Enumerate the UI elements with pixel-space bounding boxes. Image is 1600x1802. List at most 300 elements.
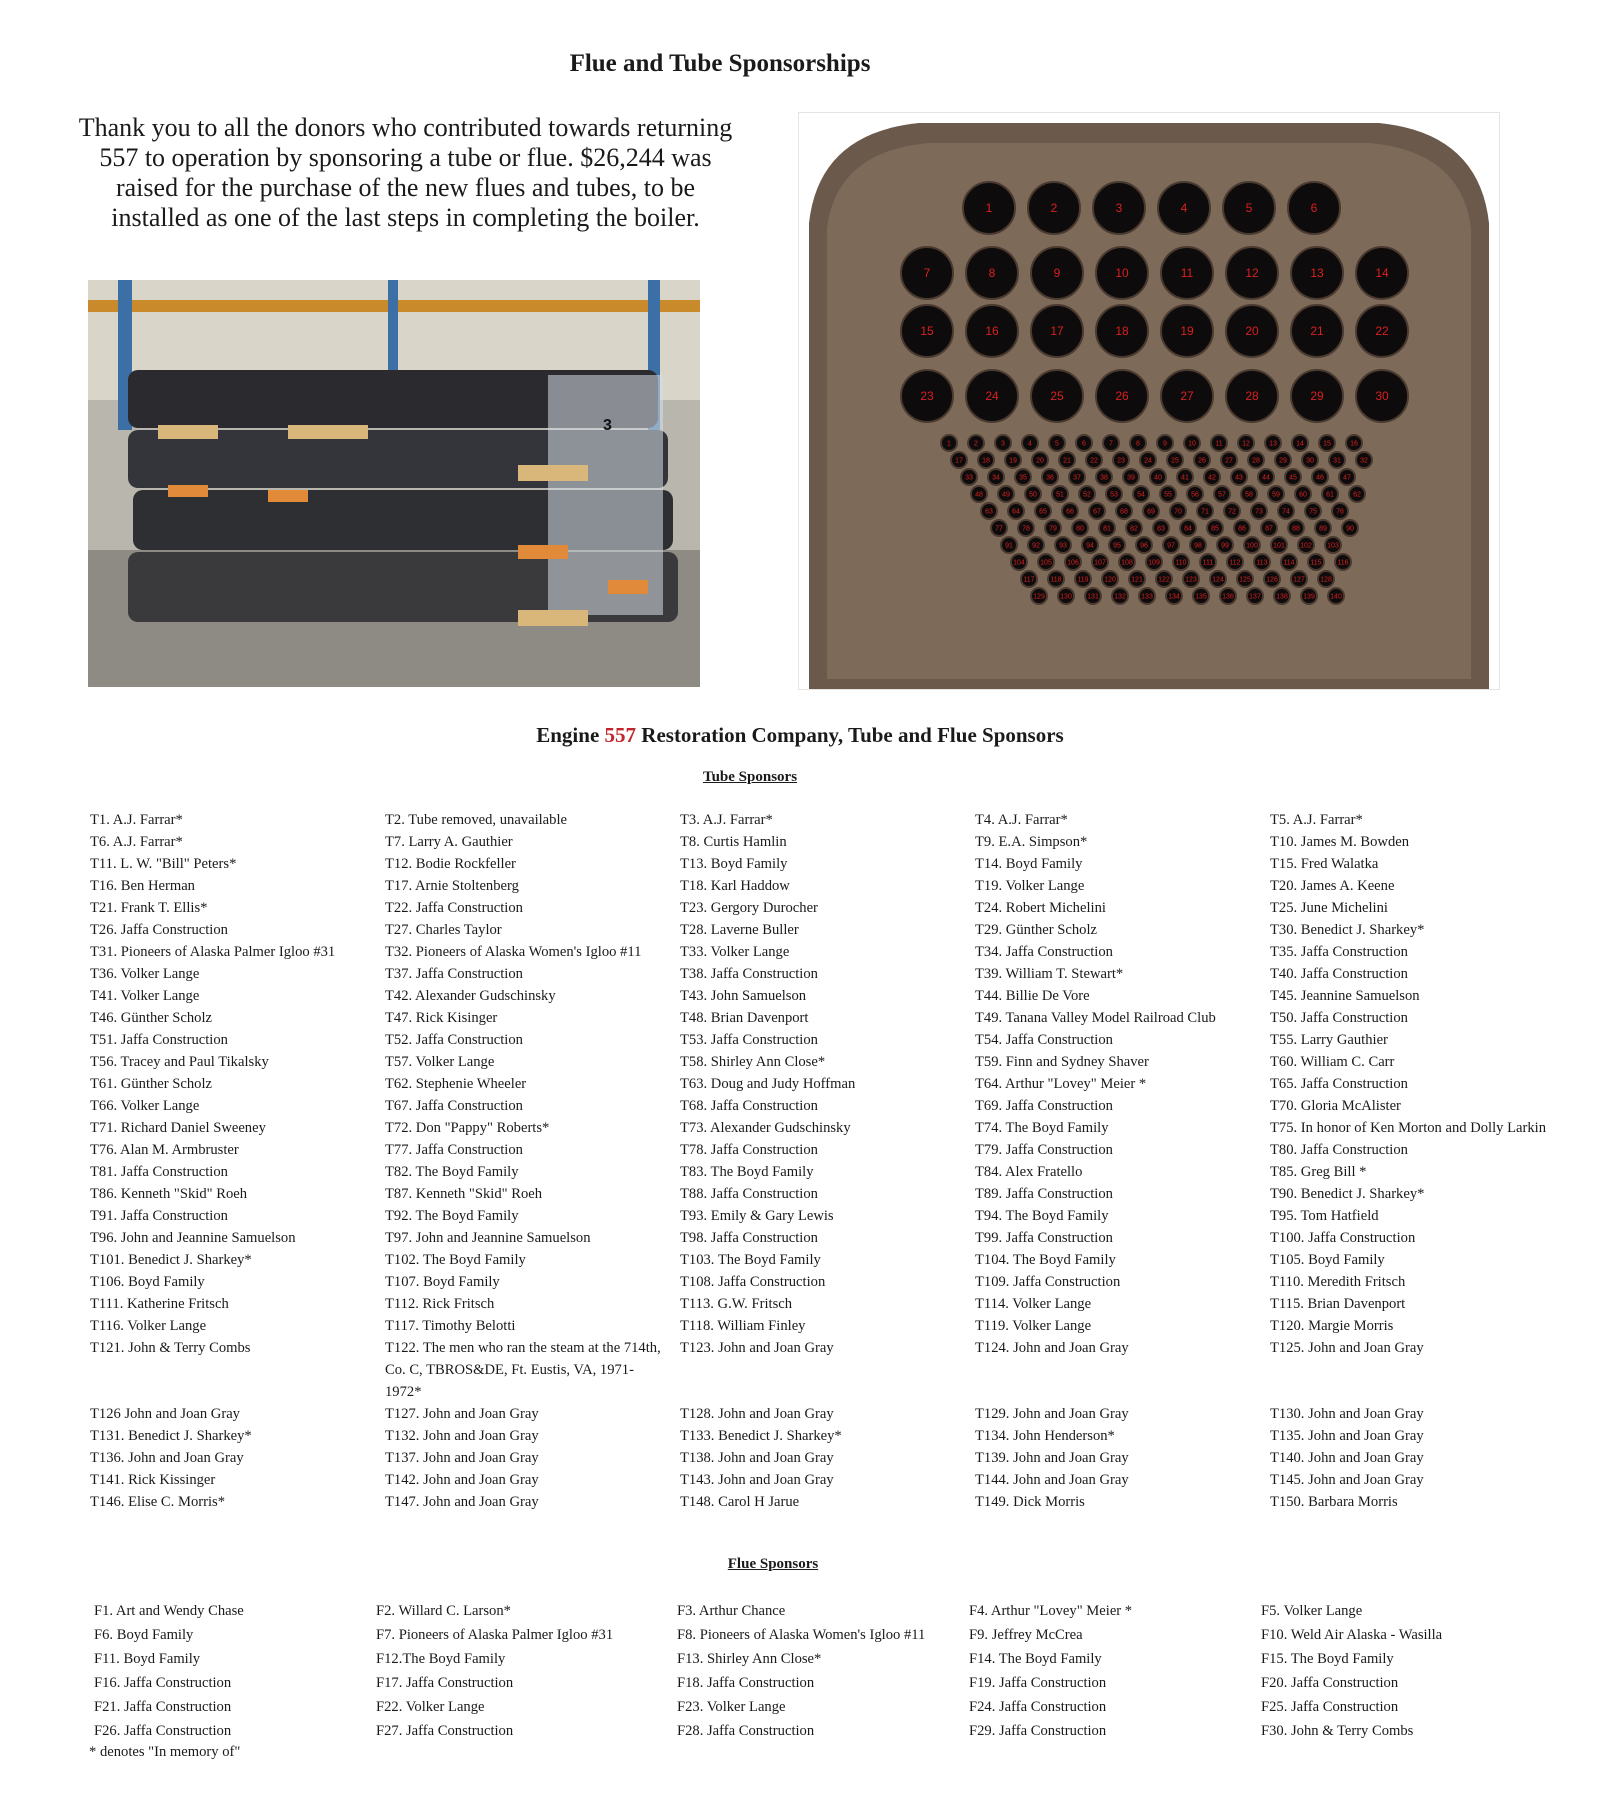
svg-text:20: 20: [1245, 324, 1259, 339]
tube-sponsor-entry: T75. In honor of Ken Morton and Dolly Larkin: [1270, 1120, 1547, 1136]
svg-text:6: 6: [1082, 440, 1086, 448]
svg-text:102: 102: [1300, 542, 1312, 550]
section-suffix: Restoration Company, Tube and Flue Sponsors: [636, 723, 1064, 747]
tube-sponsor-entry: T28. Laverne Buller: [680, 922, 799, 938]
svg-text:109: 109: [1148, 559, 1160, 567]
tube-sponsor-entry: T108. Jaffa Construction: [680, 1274, 826, 1290]
svg-text:25: 25: [1050, 389, 1064, 404]
tube-sponsor-entry: T121. John & Terry Combs: [90, 1340, 251, 1356]
svg-text:55: 55: [1164, 491, 1172, 499]
svg-text:134: 134: [1168, 593, 1180, 601]
tube-sponsor-entry: T104. The Boyd Family: [975, 1252, 1116, 1268]
svg-text:1: 1: [947, 440, 951, 448]
svg-text:10: 10: [1188, 440, 1196, 448]
tube-sponsor-entry: T5. A.J. Farrar*: [1270, 812, 1363, 828]
svg-text:2: 2: [1050, 201, 1058, 216]
tube-sponsor-entry: T148. Carol H Jarue: [680, 1494, 800, 1510]
svg-text:100: 100: [1246, 542, 1258, 550]
svg-text:73: 73: [1255, 508, 1263, 516]
svg-text:4: 4: [1028, 440, 1032, 448]
svg-text:19: 19: [1180, 324, 1194, 339]
svg-text:16: 16: [1350, 440, 1358, 448]
svg-text:87: 87: [1265, 525, 1273, 533]
tube-sponsor-entry: T107. Boyd Family: [385, 1274, 500, 1290]
tube-sponsor-entry: T87. Kenneth "Skid" Roeh: [385, 1186, 543, 1202]
svg-text:60: 60: [1299, 491, 1307, 499]
intro-text: Thank you to all the donors who contributed towards returning 557 to operation by sponsoring a tube or flue. $26,244 was raised for the purchase of the new flues and tubes, to be installed as one of the last steps in completing the boiler.: [78, 113, 733, 232]
svg-text:125: 125: [1239, 576, 1251, 584]
tube-sponsor-entry: T132. John and Joan Gray: [385, 1428, 539, 1444]
tube-sponsor-entry: T73. Alexander Gudschinsky: [680, 1120, 851, 1136]
svg-text:53: 53: [1110, 491, 1118, 499]
svg-text:120: 120: [1104, 576, 1116, 584]
svg-text:64: 64: [1012, 508, 1020, 516]
tube-sponsor-entry: T118. William Finley: [680, 1318, 806, 1334]
tube-sponsor-entry: T80. Jaffa Construction: [1270, 1142, 1408, 1158]
svg-text:115: 115: [1310, 559, 1322, 567]
tube-sponsor-entry: T78. Jaffa Construction: [680, 1142, 818, 1158]
flue-sponsor-entry: F5. Volker Lange: [1261, 1603, 1363, 1619]
tube-sponsor-entry: T110. Meredith Fritsch: [1270, 1274, 1406, 1290]
flue-sponsor-entry: F17. Jaffa Construction: [376, 1675, 514, 1691]
tube-sponsor-entry: T23. Gergory Durocher: [680, 900, 818, 916]
flue-sponsor-entry: F9. Jeffrey McCrea: [969, 1627, 1083, 1643]
tube-sponsor-entry: T50. Jaffa Construction: [1270, 1010, 1408, 1026]
svg-text:95: 95: [1113, 542, 1121, 550]
svg-text:5: 5: [1245, 201, 1253, 216]
tube-sponsor-entry: T113. G.W. Fritsch: [680, 1296, 793, 1312]
tube-sponsor-entry: T119. Volker Lange: [975, 1318, 1092, 1334]
tube-sponsor-entry: T147. John and Joan Gray: [385, 1494, 539, 1510]
tube-sponsor-entry: T38. Jaffa Construction: [680, 966, 818, 982]
svg-text:45: 45: [1289, 474, 1297, 482]
tube-sponsor-entry: T122. The men who ran the steam at the 714th, Co. C, TBROS&DE, Ft. Eustis, VA, 1971-1972*: [385, 1340, 661, 1400]
svg-text:119: 119: [1077, 576, 1089, 584]
tube-sponsor-entry: T111. Katherine Fritsch: [90, 1296, 229, 1312]
svg-text:58: 58: [1245, 491, 1253, 499]
svg-text:3: 3: [1115, 201, 1123, 216]
tube-sponsor-entry: T106. Boyd Family: [90, 1274, 205, 1290]
tube-sponsor-entry: T130. John and Joan Gray: [1270, 1406, 1424, 1422]
tube-sponsor-entry: T145. John and Joan Gray: [1270, 1472, 1424, 1488]
tube-sponsor-entry: T94. The Boyd Family: [975, 1208, 1109, 1224]
flue-sponsor-entry: F30. John & Terry Combs: [1261, 1723, 1414, 1739]
svg-text:4: 4: [1180, 201, 1188, 216]
svg-text:17: 17: [955, 457, 963, 465]
svg-text:129: 129: [1033, 593, 1045, 601]
svg-text:117: 117: [1023, 576, 1035, 584]
tube-sponsor-entry: T88. Jaffa Construction: [680, 1186, 818, 1202]
svg-text:137: 137: [1249, 593, 1261, 601]
svg-text:114: 114: [1283, 559, 1295, 567]
svg-text:138: 138: [1276, 593, 1288, 601]
svg-text:98: 98: [1194, 542, 1202, 550]
svg-text:92: 92: [1032, 542, 1040, 550]
svg-text:3: 3: [1001, 440, 1005, 448]
flue-sponsor-entry: F14. The Boyd Family: [969, 1651, 1102, 1667]
flue-sponsor-entry: F23. Volker Lange: [677, 1699, 786, 1715]
tube-sponsor-entry: T68. Jaffa Construction: [680, 1098, 818, 1114]
svg-text:13: 13: [1269, 440, 1277, 448]
svg-text:11: 11: [1180, 266, 1194, 281]
tube-sponsor-entry: T76. Alan M. Armbruster: [90, 1142, 239, 1158]
tube-sponsor-entry: T4. A.J. Farrar*: [975, 812, 1068, 828]
tube-sponsor-entry: T15. Fred Walatka: [1270, 856, 1379, 872]
tube-sponsor-entry: T41. Volker Lange: [90, 988, 200, 1004]
tube-sponsor-entry: T62. Stephenie Wheeler: [385, 1076, 527, 1092]
svg-text:99: 99: [1221, 542, 1229, 550]
svg-text:112: 112: [1229, 559, 1241, 567]
tube-sponsor-entry: T30. Benedict J. Sharkey*: [1270, 922, 1425, 938]
svg-text:83: 83: [1157, 525, 1165, 533]
tube-sponsor-entry: T52. Jaffa Construction: [385, 1032, 523, 1048]
svg-text:28: 28: [1252, 457, 1260, 465]
tube-sponsor-entry: T59. Finn and Sydney Shaver: [975, 1054, 1149, 1070]
bundle-number: 3: [603, 417, 612, 434]
tube-sponsor-entry: T36. Volker Lange: [90, 966, 200, 982]
tube-sponsor-entry: T9. E.A. Simpson*: [975, 834, 1088, 850]
tube-sponsor-entry: T135. John and Joan Gray: [1270, 1428, 1424, 1444]
svg-text:22: 22: [1375, 324, 1389, 339]
sponsor-section-title: [0, 723, 1600, 748]
tube-sponsor-entry: T42. Alexander Gudschinsky: [385, 988, 556, 1004]
flue-sponsor-entry: F13. Shirley Ann Close*: [677, 1651, 822, 1667]
flue-sponsor-entry: F7. Pioneers of Alaska Palmer Igloo #31: [376, 1627, 614, 1643]
tube-sponsor-entry: T11. L. W. "Bill" Peters*: [90, 856, 237, 872]
tube-sponsor-entry: T53. Jaffa Construction: [680, 1032, 818, 1048]
tube-sponsor-entry: T114. Volker Lange: [975, 1296, 1092, 1312]
svg-text:49: 49: [1002, 491, 1010, 499]
tube-sponsor-entry: T112. Rick Fritsch: [385, 1296, 495, 1312]
svg-text:27: 27: [1180, 389, 1194, 404]
tube-sponsor-entry: T57. Volker Lange: [385, 1054, 495, 1070]
tube-sponsor-entry: T7. Larry A. Gauthier: [385, 834, 513, 850]
svg-text:89: 89: [1319, 525, 1327, 533]
svg-text:14: 14: [1375, 266, 1389, 281]
svg-text:121: 121: [1131, 576, 1143, 584]
svg-text:39: 39: [1127, 474, 1135, 482]
tube-sponsor-entry: T67. Jaffa Construction: [385, 1098, 523, 1114]
svg-text:76: 76: [1336, 508, 1344, 516]
flue-sponsor-entry: F1. Art and Wendy Chase: [94, 1603, 244, 1619]
svg-text:6: 6: [1310, 201, 1318, 216]
tube-sponsor-entry: T129. John and Joan Gray: [975, 1406, 1129, 1422]
tube-sponsor-entry: T70. Gloria McAlister: [1270, 1098, 1401, 1114]
tube-sponsor-entry: T64. Arthur "Lovey" Meier *: [975, 1076, 1147, 1092]
svg-text:24: 24: [1144, 457, 1152, 465]
tube-sponsor-entry: T40. Jaffa Construction: [1270, 966, 1408, 982]
tube-sponsor-entry: T20. James A. Keene: [1270, 878, 1395, 894]
svg-text:15: 15: [920, 324, 934, 339]
svg-text:28: 28: [1245, 389, 1259, 404]
svg-text:128: 128: [1320, 576, 1332, 584]
tube-sponsor-entry: T43. John Samuelson: [680, 988, 807, 1004]
tube-sponsor-entry: T96. John and Jeannine Samuelson: [90, 1230, 296, 1246]
svg-text:36: 36: [1046, 474, 1054, 482]
svg-text:93: 93: [1059, 542, 1067, 550]
flue-sponsor-entry: F18. Jaffa Construction: [677, 1675, 815, 1691]
svg-text:12: 12: [1242, 440, 1250, 448]
svg-text:130: 130: [1060, 593, 1072, 601]
svg-text:140: 140: [1330, 593, 1342, 601]
tube-sponsor-entry: T18. Karl Haddow: [680, 878, 790, 894]
svg-text:107: 107: [1094, 559, 1106, 567]
tube-sponsor-entry: T49. Tanana Valley Model Railroad Club: [975, 1010, 1216, 1026]
tube-sponsor-entry: T91. Jaffa Construction: [90, 1208, 228, 1224]
tube-sponsor-entry: T37. Jaffa Construction: [385, 966, 523, 982]
flue-sponsor-entry: F26. Jaffa Construction: [94, 1723, 232, 1739]
tube-sponsor-entry: T29. Günther Scholz: [975, 922, 1097, 938]
svg-text:8: 8: [1136, 440, 1140, 448]
tube-sponsor-entry: T103. The Boyd Family: [680, 1252, 821, 1268]
tube-sponsor-entry: T123. John and Joan Gray: [680, 1340, 834, 1356]
svg-text:135: 135: [1195, 593, 1207, 601]
tube-sponsor-entry: T10. James M. Bowden: [1270, 834, 1410, 850]
tube-sponsor-entry: T34. Jaffa Construction: [975, 944, 1113, 960]
tube-sponsor-entry: T1. A.J. Farrar*: [90, 812, 183, 828]
svg-text:42: 42: [1208, 474, 1216, 482]
svg-text:106: 106: [1067, 559, 1079, 567]
tube-sponsor-entry: T144. John and Joan Gray: [975, 1472, 1129, 1488]
svg-text:37: 37: [1073, 474, 1081, 482]
svg-text:12: 12: [1245, 266, 1259, 281]
tube-sponsor-entry: T72. Don "Pappy" Roberts*: [385, 1120, 550, 1136]
tube-sponsor-entry: T14. Boyd Family: [975, 856, 1083, 872]
tube-sponsor-entry: T124. John and Joan Gray: [975, 1340, 1129, 1356]
flue-sponsor-entry: F19. Jaffa Construction: [969, 1675, 1107, 1691]
tube-sponsor-entry: T32. Pioneers of Alaska Women's Igloo #11: [385, 944, 642, 960]
svg-text:77: 77: [995, 525, 1003, 533]
svg-text:67: 67: [1093, 508, 1101, 516]
tube-sponsor-entry: T2. Tube removed, unavailable: [385, 812, 567, 828]
svg-text:124: 124: [1212, 576, 1224, 584]
tube-sponsor-entry: T92. The Boyd Family: [385, 1208, 519, 1224]
tube-sponsor-entry: T116. Volker Lange: [90, 1318, 207, 1334]
tube-sponsor-entry: T44. Billie De Vore: [975, 988, 1090, 1004]
svg-text:29: 29: [1310, 389, 1324, 404]
tube-sponsor-entry: T139. John and Joan Gray: [975, 1450, 1129, 1466]
svg-text:90: 90: [1346, 525, 1354, 533]
svg-text:21: 21: [1310, 324, 1324, 339]
svg-text:57: 57: [1218, 491, 1226, 499]
svg-text:116: 116: [1337, 559, 1349, 567]
tube-sponsor-entry: T85. Greg Bill *: [1270, 1164, 1367, 1180]
svg-text:41: 41: [1181, 474, 1189, 482]
flue-sponsor-entry: F3. Arthur Chance: [677, 1603, 786, 1619]
flue-sponsor-entry: F28. Jaffa Construction: [677, 1723, 815, 1739]
tube-sponsor-entry: T47. Rick Kisinger: [385, 1010, 498, 1026]
svg-text:103: 103: [1327, 542, 1339, 550]
flue-sponsor-list: [94, 1599, 1574, 1743]
svg-text:29: 29: [1279, 457, 1287, 465]
tube-sponsor-entry: T125. John and Joan Gray: [1270, 1340, 1424, 1356]
tube-sponsor-entry: T17. Arnie Stoltenberg: [385, 878, 519, 894]
svg-text:2: 2: [974, 440, 978, 448]
svg-text:27: 27: [1225, 457, 1233, 465]
tube-sponsor-entry: T63. Doug and Judy Hoffman: [680, 1076, 856, 1092]
tube-sponsor-entry: T143. John and Joan Gray: [680, 1472, 834, 1488]
svg-text:18: 18: [982, 457, 990, 465]
svg-text:59: 59: [1272, 491, 1280, 499]
svg-text:118: 118: [1050, 576, 1062, 584]
svg-text:23: 23: [920, 389, 934, 404]
svg-text:63: 63: [985, 508, 993, 516]
flue-sponsor-entry: F29. Jaffa Construction: [969, 1723, 1107, 1739]
tube-sponsor-entry: T149. Dick Morris: [975, 1494, 1085, 1510]
tube-sponsor-entry: T100. Jaffa Construction: [1270, 1230, 1416, 1246]
tube-sponsor-entry: T19. Volker Lange: [975, 878, 1085, 894]
svg-text:30: 30: [1306, 457, 1314, 465]
tube-sponsor-entry: T33. Volker Lange: [680, 944, 790, 960]
svg-text:133: 133: [1141, 593, 1153, 601]
svg-text:26: 26: [1198, 457, 1206, 465]
svg-text:97: 97: [1167, 542, 1175, 550]
tube-sponsor-entry: T22. Jaffa Construction: [385, 900, 523, 916]
svg-text:65: 65: [1039, 508, 1047, 516]
svg-text:88: 88: [1292, 525, 1300, 533]
tube-sponsor-entry: T66. Volker Lange: [90, 1098, 200, 1114]
svg-text:7: 7: [923, 266, 931, 281]
tube-sponsor-entry: T99. Jaffa Construction: [975, 1230, 1113, 1246]
tube-sponsors-heading: Tube Sponsors: [702, 769, 798, 785]
svg-text:50: 50: [1029, 491, 1037, 499]
tube-sponsor-entry: T35. Jaffa Construction: [1270, 944, 1408, 960]
tube-sponsor-entry: T150. Barbara Morris: [1270, 1494, 1398, 1510]
tube-sponsor-entry: T48. Brian Davenport: [680, 1010, 809, 1026]
svg-text:44: 44: [1262, 474, 1270, 482]
svg-text:9: 9: [1163, 440, 1167, 448]
engine-number: 557: [604, 723, 637, 747]
page-title: Flue and Tube Sponsorships: [569, 50, 871, 77]
svg-text:108: 108: [1121, 559, 1133, 567]
svg-text:9: 9: [1053, 266, 1061, 281]
flue-bundle-photo: [88, 280, 700, 687]
tube-sponsor-entry: T25. June Michelini: [1270, 900, 1388, 916]
svg-text:81: 81: [1103, 525, 1111, 533]
svg-text:19: 19: [1009, 457, 1017, 465]
tube-sponsor-entry: T136. John and Joan Gray: [90, 1450, 244, 1466]
svg-text:8: 8: [988, 266, 996, 281]
svg-text:72: 72: [1228, 508, 1236, 516]
tube-sponsor-entry: T13. Boyd Family: [680, 856, 788, 872]
tube-sponsor-entry: T84. Alex Fratello: [975, 1164, 1083, 1180]
tube-sponsor-entry: T3. A.J. Farrar*: [680, 812, 773, 828]
tube-sponsor-entry: T46. Günther Scholz: [90, 1010, 212, 1026]
svg-text:105: 105: [1040, 559, 1052, 567]
flue-sponsor-entry: F24. Jaffa Construction: [969, 1699, 1107, 1715]
tube-sponsor-entry: T12. Bodie Rockfeller: [385, 856, 516, 872]
svg-text:110: 110: [1175, 559, 1187, 567]
svg-text:85: 85: [1211, 525, 1219, 533]
tube-sponsor-entry: T142. John and Joan Gray: [385, 1472, 539, 1488]
tube-sponsor-entry: T24. Robert Michelini: [975, 900, 1106, 916]
tube-sponsor-entry: T55. Larry Gauthier: [1270, 1032, 1388, 1048]
tube-sponsor-entry: T115. Brian Davenport: [1270, 1296, 1406, 1312]
tube-sponsor-entry: T133. Benedict J. Sharkey*: [680, 1428, 842, 1444]
svg-text:111: 111: [1202, 559, 1214, 567]
svg-text:74: 74: [1282, 508, 1290, 516]
svg-text:51: 51: [1056, 491, 1064, 499]
svg-text:46: 46: [1316, 474, 1324, 482]
tube-sponsor-entry: T71. Richard Daniel Sweeney: [90, 1120, 266, 1136]
tube-sponsor-entry: T6. A.J. Farrar*: [90, 834, 183, 850]
svg-text:15: 15: [1323, 440, 1331, 448]
svg-text:40: 40: [1154, 474, 1162, 482]
tube-sponsor-entry: T98. Jaffa Construction: [680, 1230, 818, 1246]
tube-sponsor-entry: T61. Günther Scholz: [90, 1076, 212, 1092]
svg-text:56: 56: [1191, 491, 1199, 499]
svg-text:22: 22: [1090, 457, 1098, 465]
svg-text:25: 25: [1171, 457, 1179, 465]
flue-sponsor-entry: F8. Pioneers of Alaska Women's Igloo #11: [677, 1627, 926, 1643]
tube-sponsor-entry: T74. The Boyd Family: [975, 1120, 1109, 1136]
tube-sponsor-entry: T83. The Boyd Family: [680, 1164, 814, 1180]
svg-text:52: 52: [1083, 491, 1091, 499]
flue-sponsors-heading: Flue Sponsors: [727, 1556, 819, 1572]
svg-text:78: 78: [1022, 525, 1030, 533]
tube-sponsor-entry: T81. Jaffa Construction: [90, 1164, 228, 1180]
svg-text:94: 94: [1086, 542, 1094, 550]
svg-text:113: 113: [1256, 559, 1268, 567]
tube-sponsor-entry: T69. Jaffa Construction: [975, 1098, 1113, 1114]
tube-sponsor-entry: T8. Curtis Hamlin: [680, 834, 787, 850]
tube-sponsor-entry: T102. The Boyd Family: [385, 1252, 526, 1268]
tube-sponsor-list: [90, 809, 1570, 1513]
tube-sponsor-entry: T90. Benedict J. Sharkey*: [1270, 1186, 1425, 1202]
svg-text:16: 16: [985, 324, 999, 339]
flue-sponsor-entry: F25. Jaffa Construction: [1261, 1699, 1399, 1715]
svg-text:69: 69: [1147, 508, 1155, 516]
tube-sponsor-entry: T93. Emily & Gary Lewis: [680, 1208, 834, 1224]
tube-sponsor-entry: T56. Tracey and Paul Tikalsky: [90, 1054, 269, 1070]
boiler-tube-sheet-photo: [798, 112, 1500, 690]
svg-text:18: 18: [1115, 324, 1129, 339]
tube-sponsor-entry: T97. John and Jeannine Samuelson: [385, 1230, 591, 1246]
svg-text:11: 11: [1215, 440, 1223, 448]
svg-text:33: 33: [965, 474, 973, 482]
tube-sponsor-entry: T21. Frank T. Ellis*: [90, 900, 208, 916]
tube-sponsor-entry: T31. Pioneers of Alaska Palmer Igloo #31: [90, 944, 336, 960]
svg-text:86: 86: [1238, 525, 1246, 533]
flue-sponsor-entry: F22. Volker Lange: [376, 1699, 485, 1715]
flue-sponsor-entry: F6. Boyd Family: [94, 1627, 194, 1643]
svg-text:101: 101: [1273, 542, 1285, 550]
svg-text:71: 71: [1201, 508, 1209, 516]
tube-sponsor-entry: T26. Jaffa Construction: [90, 922, 228, 938]
tube-sponsor-entry: T127. John and Joan Gray: [385, 1406, 539, 1422]
svg-text:54: 54: [1137, 491, 1145, 499]
svg-text:136: 136: [1222, 593, 1234, 601]
svg-text:14: 14: [1296, 440, 1304, 448]
svg-text:43: 43: [1235, 474, 1243, 482]
svg-text:23: 23: [1117, 457, 1125, 465]
flue-sponsor-entry: F15. The Boyd Family: [1261, 1651, 1394, 1667]
tube-sponsor-entry: T58. Shirley Ann Close*: [680, 1054, 826, 1070]
tube-sponsor-entry: T105. Boyd Family: [1270, 1252, 1385, 1268]
svg-text:13: 13: [1310, 266, 1324, 281]
tube-sponsor-entry: T95. Tom Hatfield: [1270, 1208, 1379, 1224]
tube-sponsor-entry: T77. Jaffa Construction: [385, 1142, 523, 1158]
svg-text:70: 70: [1174, 508, 1182, 516]
svg-text:132: 132: [1114, 593, 1126, 601]
section-prefix: Engine: [536, 723, 605, 747]
svg-text:1: 1: [985, 201, 993, 216]
tube-sponsor-entry: T101. Benedict J. Sharkey*: [90, 1252, 252, 1268]
tube-sponsor-entry: T131. Benedict J. Sharkey*: [90, 1428, 252, 1444]
tube-sponsor-entry: T128. John and Joan Gray: [680, 1406, 834, 1422]
flue-sponsor-entry: F11. Boyd Family: [94, 1651, 201, 1667]
svg-text:66: 66: [1066, 508, 1074, 516]
